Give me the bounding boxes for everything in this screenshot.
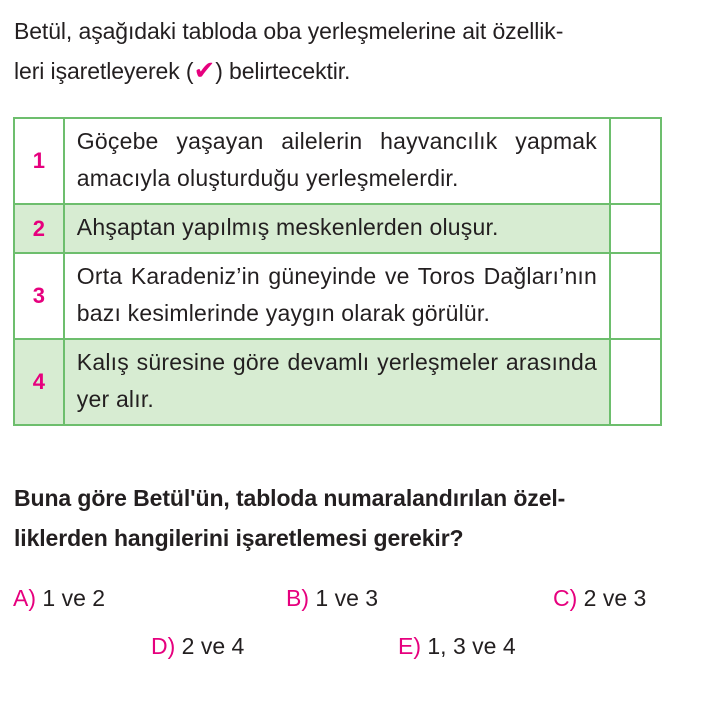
row-text: Göçebe yaşayan ailelerin hayvancılık yapmak amacıyla oluşturduğu yerleşmelerdir. — [64, 118, 610, 204]
table-row — [14, 339, 661, 425]
row-number: 4 — [14, 339, 64, 425]
row-number: 1 — [14, 118, 64, 204]
intro-line-2 — [14, 51, 684, 91]
option-c[interactable] — [553, 585, 646, 612]
table-row — [14, 253, 661, 339]
features-table — [13, 117, 662, 426]
option-text: 2 ve 4 — [181, 633, 245, 659]
question-line-2: liklerden hangilerini işaretlemesi gerekir? — [14, 525, 464, 551]
row-text: Ahşaptan yapılmış meskenlerden oluşur. — [64, 204, 610, 253]
row-number: 2 — [14, 204, 64, 253]
option-a[interactable] — [13, 585, 105, 612]
row-text: Kalış süresine göre devamlı yerleşmeler arasında yer alır. — [64, 339, 610, 425]
option-letter: E) — [398, 633, 421, 659]
row-text: Orta Karadeniz’in güneyinde ve Toros Dağları’nın bazı kesimlerinde yaygın olarak görülür. — [64, 253, 610, 339]
table-row — [14, 118, 661, 204]
option-text: 1, 3 ve 4 — [427, 633, 516, 659]
option-text: 1 ve 2 — [42, 585, 106, 611]
option-b[interactable] — [286, 585, 378, 612]
option-text: 1 ve 3 — [315, 585, 379, 611]
question-line-1: Buna göre Betül'ün, tabloda numaralandırılan özel- — [14, 485, 566, 511]
intro-line-2-start: leri işaretleyerek ( — [14, 58, 194, 84]
check-cell[interactable] — [610, 339, 661, 425]
row-number: 3 — [14, 253, 64, 339]
option-d[interactable] — [151, 633, 244, 660]
option-letter: D) — [151, 633, 176, 659]
table-row — [14, 204, 661, 253]
intro-line-2-end: ) belirtecektir. — [215, 58, 351, 84]
option-text: 2 ve 3 — [583, 585, 647, 611]
option-letter: B) — [286, 585, 309, 611]
check-cell[interactable] — [610, 253, 661, 339]
check-cell[interactable] — [610, 204, 661, 253]
check-cell[interactable] — [610, 118, 661, 204]
intro-line-1: Betül, aşağıdaki tabloda oba yerleşmelerine ait özellik- — [14, 18, 564, 44]
option-letter: C) — [553, 585, 578, 611]
option-e[interactable] — [398, 633, 516, 660]
checkmark-icon: ✔ — [193, 55, 216, 85]
intro-text — [14, 12, 684, 91]
question-text — [14, 478, 684, 558]
option-letter: A) — [13, 585, 36, 611]
